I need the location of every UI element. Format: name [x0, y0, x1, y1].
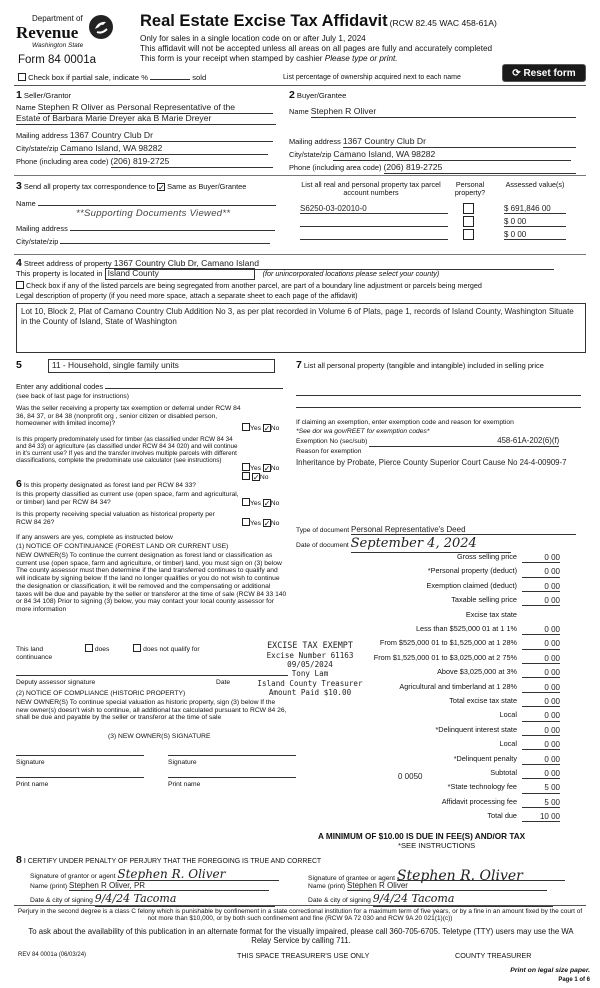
parcel-col3: Assessed value(s) — [505, 180, 565, 189]
boundary-checkbox[interactable] — [16, 281, 24, 289]
seller-name-2[interactable]: Estate of Barbara Marie Dreyer aka B Marie Dreyer — [16, 114, 276, 125]
s7-heading-row — [296, 359, 584, 371]
s7-heading: List all personal property (tangible and intangible) included in selling price — [303, 361, 544, 370]
seller-phone-row — [16, 157, 276, 168]
notice1-title: (1) NOTICE OF CONTINUANCE (FOREST LAND OR CURRENT USE) — [16, 543, 229, 550]
buyer-mailing-row — [289, 137, 576, 148]
tax-rows — [296, 553, 582, 839]
seller-name-label: Name — [16, 103, 36, 112]
land-does-not: does not qualify for — [143, 646, 200, 653]
stamp-line5: Island County Treasurer — [257, 678, 363, 688]
alt-format-notice: To ask about the availability of this publication in an alternate format for the visually impaired, please call 360-705-6705. Teletype (TTY) users may use the WA Relay Service by calling 711. — [28, 927, 574, 945]
legal-description[interactable]: Lot 10, Block 2, Plat of Camano Country Club Addition No 3, as per plat recorded in Volume 6 of Plats, page 1, records of Island County, Washington Situate in the County of Island, State of Washington — [16, 303, 586, 353]
s5-q2-no[interactable]: ✓ — [263, 464, 271, 473]
rule-1 — [14, 175, 586, 176]
doc-date-label: Date of document — [296, 542, 349, 549]
rule-bottom — [14, 905, 586, 906]
see-back: (see back of last page for instructions) — [16, 393, 129, 400]
local-rate: 0 0050 — [398, 772, 423, 781]
doc-date[interactable]: September 4, 2024 — [351, 537, 511, 553]
seller-mailing[interactable]: 1367 Country Club Dr — [70, 131, 273, 142]
buyer-mailing-label: Mailing address — [289, 137, 341, 146]
owner-sig-label-1: Signature — [16, 759, 45, 766]
buyer-section — [289, 89, 585, 173]
page-number: Page 1 of 6 — [558, 977, 590, 983]
tax-row-label: From $525,000 01 to $1,525,000 at 1 28% — [379, 638, 517, 648]
top-rule — [14, 85, 586, 86]
tax-row-value[interactable]: 0 00 — [522, 668, 560, 678]
corr-name-label: Name — [16, 199, 36, 208]
parcel-col2: Personal property? — [454, 180, 486, 198]
tax-row-value[interactable]: 10 00 — [522, 812, 560, 822]
personal-property-line-2[interactable] — [296, 407, 581, 408]
exemption-no-label: Exemption No (sec/sub) — [296, 438, 368, 445]
buyer-mailing[interactable]: 1367 Country Club Dr — [343, 137, 576, 148]
grantee-name-label: Name (print) — [308, 883, 346, 890]
s5-question-2: Is this property predominately used for timber (as classified under RCW 84 34 and 84 33) or agriculture (as classified under RCW 84 34 020) and will continue in it's current use? If yes and the transfer involves multiple parcels with different classifications, complete the predominate use calculator (see instructions) — [16, 436, 238, 465]
tax-row-label: *Personal property (deduct) — [427, 566, 517, 576]
seller-phone[interactable]: (206) 819-2725 — [111, 157, 273, 168]
reset-icon: ⟳ — [512, 68, 521, 79]
sold-label: sold — [192, 73, 207, 82]
section7-no: 7 — [296, 359, 302, 371]
doc-type-label: Type of document — [296, 527, 350, 534]
partial-sale-pct[interactable] — [150, 79, 190, 80]
legal-paper-note: Print on legal size paper. — [510, 967, 590, 974]
s5-q1-answer: Yes ✓No — [242, 423, 279, 433]
notice1-body: NEW OWNER(S) To continue the current designation as forest land or classification as current use (open space, farm and agriculture, or timber) land, you must sign on (3) below The county assessor must then determine if the land transferred continues to qualify and will indicate by signing below If the land no longer qualifies or you do not wish to continue the designation or classification, it will be removed and the compensating or additional taxes will be due and payable by the seller or transferor at the time of sale (RCW 84 33 140 or 84 34 108) Prior to signing (3) below, you may contact your local county assessor for more information — [16, 552, 287, 613]
exemption-no[interactable]: 458-61A-202(6)(f) — [369, 437, 559, 447]
tax-row-value[interactable]: 0 00 — [522, 740, 560, 750]
corr-mailing-label: Mailing address — [16, 224, 68, 233]
parcel-1-value[interactable]: $ 691,846 00 — [504, 204, 566, 214]
section5-no: 5 — [16, 359, 22, 371]
doc-type[interactable]: Personal Representative's Deed — [351, 525, 576, 535]
tax-row-label: Taxable selling price — [451, 595, 517, 605]
tax-row-label: Exemption claimed (deduct) — [426, 580, 517, 590]
section8-no: 8 — [16, 854, 22, 866]
title-text: Real Estate Excise Tax Affidavit — [140, 12, 388, 30]
grantor-date-label: Date & city of signing — [30, 897, 93, 904]
corr-mailing-row — [16, 225, 275, 234]
located-label: This property is located in — [16, 269, 103, 278]
stamp-line3: 09/05/2024 — [287, 659, 333, 669]
s6-question-2: Is this property classified as current use (open space, farm and agricultural, or timber) land per RCW 84 34? — [16, 491, 239, 506]
seller-name-1[interactable]: Stephen R Oliver as Personal Representative of the — [38, 103, 273, 114]
property-section-no: 4 — [16, 257, 22, 269]
corr-city-label: City/state/zip — [16, 237, 59, 246]
buyer-phone-label: Phone (including area code) — [289, 163, 382, 172]
minimum-note: A MINIMUM OF $10.00 IS DUE IN FEE(S) AND/OR TAX — [318, 832, 526, 841]
deputy-signature-label: Deputy assessor signature — [16, 679, 96, 686]
corr-name-value: **Supporting Documents Viewed** — [76, 208, 231, 219]
land-does-checkbox[interactable] — [85, 644, 93, 652]
land-does-not-checkbox[interactable] — [133, 644, 141, 652]
s6-question-3: Is this property receiving special valuation as historical property per RCW 84 26? — [16, 511, 215, 526]
treasurer-use-only: THIS SPACE TREASURER'S USE ONLY — [237, 951, 370, 960]
parcel-3-value[interactable]: $ 0 00 — [504, 230, 566, 240]
parcel-3[interactable] — [300, 230, 448, 240]
s6-q1-row — [16, 478, 196, 490]
s5-q1-no[interactable]: ✓ — [263, 424, 271, 433]
s6-q1-answer: ✓No — [242, 472, 268, 482]
deputy-date-label: Date — [216, 679, 231, 686]
deputy-signature-line[interactable] — [16, 675, 288, 676]
stamp-line1: EXCISE TAX EXEMPT — [267, 640, 353, 650]
grantee-signature[interactable]: Stephen R. Oliver — [397, 868, 565, 881]
s5-q1-yes[interactable] — [242, 423, 250, 431]
new-owner-signature-heading: (3) NEW OWNER(S) SIGNATURE — [108, 733, 211, 740]
tax-row-value[interactable]: 0 00 — [522, 567, 560, 577]
partial-sale-row — [18, 73, 206, 83]
parcel-1[interactable]: S6250-03-02010-0 — [300, 204, 448, 214]
form-number: Form 84 0001a — [18, 54, 96, 66]
tax-row-value[interactable]: 0 00 — [522, 654, 560, 664]
tax-row-label: *Delinquent penalty — [453, 753, 517, 763]
buyer-name[interactable]: Stephen R Oliver — [311, 107, 576, 118]
s6-q3-yes[interactable] — [242, 518, 250, 526]
subtitle-3-italic: Please type or print. — [324, 54, 398, 63]
dor-logo — [14, 12, 134, 60]
grantor-date[interactable]: 9/4/24 Tacoma — [95, 893, 275, 907]
exemption-reason[interactable]: Inheritance by Probate, Pierce County Superior Court Cause No 24-4-00909-7 — [296, 458, 567, 467]
tax-row-label: Excise tax state — [465, 609, 517, 619]
grantor-name-row — [30, 881, 269, 891]
buyer-city-row — [289, 150, 571, 161]
tax-row-value[interactable]: 0 00 — [522, 755, 560, 765]
tax-row-label: Above $3,025,000 at 3% — [437, 667, 517, 677]
form-title — [140, 12, 497, 31]
notice2-title: (2) NOTICE OF COMPLIANCE (HISTORIC PROPERTY) — [16, 690, 186, 697]
legal-label: Legal description of property (if you need more space, attach a separate sheet to each page of the affidavit) — [16, 291, 358, 300]
owner-sig-label-2: Signature — [168, 759, 197, 766]
parcel-2[interactable] — [300, 217, 448, 227]
grantee-name-row — [308, 881, 547, 891]
s5-q2-yes[interactable] — [242, 463, 250, 471]
land-does: does — [94, 646, 110, 653]
tax-row-label: Gross selling price — [456, 552, 517, 561]
exemption-no-row — [296, 437, 559, 447]
corr-mailing-field[interactable] — [70, 230, 275, 231]
subtitle-2: This affidavit will not be accepted unless all areas on all pages are fully and accurately completed — [140, 44, 493, 53]
stamp-line6: Amount Paid $10.00 — [268, 688, 352, 698]
subtitle-3 — [140, 54, 398, 63]
tax-calculation — [296, 553, 582, 839]
dept-line3: Washington State — [32, 42, 84, 49]
exemption-see: *See dor wa gov/REET for exemption codes* — [296, 428, 430, 435]
grantee-date[interactable]: 9/4/24 Tacoma — [373, 893, 553, 907]
parcel-col1: List all real and personal property tax parcel account numbers — [301, 180, 441, 198]
ownership-note: List percentage of ownership acquired next to each name — [283, 74, 461, 81]
owner-print-label-1: Print name — [16, 781, 49, 788]
buyer-city[interactable]: Camano Island, WA 98282 — [333, 150, 571, 161]
tax-row-value[interactable]: 0 00 — [522, 726, 560, 736]
tax-row-value[interactable]: 0 00 — [522, 625, 560, 635]
s6-q2-no[interactable]: ✓ — [263, 499, 271, 508]
reset-form-button[interactable] — [502, 64, 586, 82]
rule-2 — [14, 254, 586, 255]
boundary-row — [16, 281, 482, 290]
grantor-signature[interactable]: Stephen R. Oliver — [117, 868, 279, 881]
boundary-label: Check box if any of the listed parcels are being segregated from another parcel, are part of a boundary line adjustment or parcels being merged — [26, 281, 482, 290]
tax-row-label: From $1,525,000 01 to $3,025,000 at 2 75% — [373, 652, 517, 662]
tax-row-value[interactable]: 5 00 — [522, 798, 560, 808]
tax-row-value[interactable]: 0 00 — [522, 683, 560, 693]
seller-city-label: City/state/zip — [16, 144, 59, 153]
parcel-table — [300, 181, 585, 247]
continuance-label: continuance — [16, 654, 53, 661]
stamp-line4: Tony Lam — [291, 669, 329, 679]
property-street-label: Street address of property — [23, 259, 112, 268]
owner-print-1[interactable] — [16, 777, 144, 778]
corr-city-field[interactable] — [60, 243, 270, 244]
notice2-body: NEW OWNER(S) To continue special valuation as historic property, sign (3) below If the new owner(s) doesn't wish to continue, all additional tax calculated pursuant to RCW 84 26, shall be due and payable by the seller or transferor at the time of sale — [16, 699, 287, 722]
tax-row-label: Agricultural and timberland at 1 28% — [399, 681, 517, 691]
same-as-buyer-checkbox[interactable]: ✓ — [158, 183, 165, 192]
tax-row-label: Affidavit processing fee — [441, 796, 517, 806]
tax-row-value[interactable]: 0 00 — [522, 596, 560, 606]
land-label: This land — [16, 646, 44, 653]
grantor-name-label: Name (print) — [30, 883, 68, 890]
tax-row-label: Total due — [487, 811, 517, 821]
certify-text: I CERTIFY UNDER PENALTY OF PERJURY THAT THE FOREGOING IS TRUE AND CORRECT — [23, 858, 322, 865]
seller-section — [16, 89, 284, 173]
tax-row-label: Local — [499, 710, 517, 720]
doc-type-row — [296, 525, 576, 535]
seller-city[interactable]: Camano Island, WA 98282 — [60, 144, 268, 155]
seller-city-row — [16, 144, 276, 155]
property-located-row — [16, 268, 439, 280]
correspondence-section — [16, 180, 284, 252]
parcel-2-value[interactable]: $ 0 00 — [504, 217, 566, 227]
subtitle-3-text: This form is your receipt when stamped by cashier — [140, 54, 323, 63]
owner-print-label-2: Print name — [168, 781, 201, 788]
buyer-city-label: City/state/zip — [289, 150, 332, 159]
seller-mailing-row — [16, 131, 276, 142]
s6-q2-answer: Yes ✓No — [242, 498, 279, 508]
buyer-phone[interactable]: (206) 819-2725 — [384, 163, 576, 174]
subtitle-1: Only for sales in a single location code on or after July 1, 2024 — [140, 34, 366, 43]
use-code-select[interactable]: 11 - Household, single family units — [48, 359, 275, 373]
grantor-sig-label: Signature of grantor or agent — [30, 873, 116, 880]
s6-question-1: Is this property designated as forest land per RCW 84 33? — [23, 482, 197, 489]
county-select[interactable]: Island County — [105, 268, 255, 280]
property-street[interactable]: 1367 Country Club Dr, Camano Island — [114, 259, 554, 270]
buyer-name-row — [289, 107, 576, 118]
buyer-name-label: Name — [289, 107, 309, 116]
exemption-text: If claiming an exemption, enter exemption code and reason for exemption — [296, 419, 514, 426]
grantee-sig-label: Signature of grantee or agent — [308, 875, 395, 882]
county-treasurer: COUNTY TREASURER — [455, 951, 532, 960]
section5 — [16, 357, 291, 475]
partial-sale-label: Check box if partial sale, indicate % — [28, 73, 148, 82]
owner-signature-2[interactable] — [168, 755, 296, 756]
s6-q3-no[interactable]: ✓ — [263, 519, 271, 528]
certify-row — [16, 854, 321, 866]
seller-phone-label: Phone (including area code) — [16, 157, 109, 166]
section7 — [296, 357, 586, 517]
s5-q2-answer: Yes ✓No — [242, 463, 279, 473]
see-instructions: *SEE INSTRUCTIONS — [398, 841, 476, 850]
s6-q2-yes[interactable] — [242, 498, 250, 506]
tax-row-label: Subtotal — [490, 768, 517, 777]
grantee-name[interactable]: Stephen R Oliver — [347, 881, 547, 891]
s6-q3-answer: Yes ✓No — [242, 518, 279, 528]
tax-row-value[interactable]: 0 00 — [522, 769, 560, 779]
owner-print-2[interactable] — [168, 777, 296, 778]
buyer-heading: 2 Buyer/Grantee — [289, 89, 347, 101]
wa-state-icon — [88, 14, 114, 40]
correspondence-heading: 3 Send all property tax correspondence to ✓ Same as Buyer/Grantee — [16, 180, 247, 192]
s6-q1-no[interactable]: ✓ — [252, 473, 260, 482]
additional-codes-field[interactable] — [105, 388, 283, 389]
grantor-name[interactable]: Stephen R Oliver, PR — [69, 881, 269, 891]
seller-heading: 1 Seller/Grantor — [16, 89, 72, 101]
s5-question-1: Was the seller receiving a property tax exemption or deferral under RCW 84 36, 84 37, or 84 38 (nonprofit org , senior citizen or disabled person, homeowner with limited income)? — [16, 405, 241, 427]
buyer-phone-row — [289, 163, 576, 174]
rev-number: REV 84 0001a (06/03/24) — [18, 952, 87, 958]
s6-instructions: If any answers are yes, complete as instructed below — [16, 534, 173, 541]
reason-label: Reason for exemption — [296, 448, 362, 455]
dept-line2: Revenue — [16, 23, 79, 42]
dept-line1: Department of — [32, 14, 83, 23]
tax-row-value[interactable]: 5 00 — [522, 783, 560, 793]
section6-no: 6 — [16, 478, 22, 490]
grantor-sig-row — [30, 868, 279, 881]
parcel-3-personal[interactable] — [463, 229, 474, 240]
additional-codes-label: Enter any additional codes — [16, 382, 104, 391]
reset-label: Reset form — [523, 68, 576, 79]
doc-date-row — [296, 537, 511, 553]
corr-city-row — [16, 238, 270, 247]
section8 — [16, 854, 588, 904]
tax-row-label: Less than $525,000 01 at 1 1% — [415, 624, 517, 633]
stamp-line2: Excise Number 61163 — [266, 650, 354, 660]
tax-row-label: *Delinquent interest state — [435, 724, 517, 734]
s6-q1-yes[interactable] — [242, 472, 250, 480]
grantee-date-label: Date & city of signing — [308, 897, 371, 904]
tax-row-value[interactable]: 0 00 — [522, 697, 560, 707]
tax-row-value[interactable]: 0 00 — [522, 582, 560, 592]
tax-row-label: Local — [499, 739, 517, 749]
corr-name-field[interactable] — [38, 205, 276, 206]
use-code-row — [16, 359, 275, 373]
rcw-ref: (RCW 82.45 WAC 458-61A) — [389, 18, 497, 28]
tax-row-label: *State technology fee — [447, 782, 517, 792]
county-note: (for unincorporated locations please select your county) — [262, 269, 440, 278]
tax-row-value[interactable]: 0 00 — [522, 553, 560, 563]
parcel-1-personal[interactable] — [463, 203, 474, 214]
parcel-2-personal[interactable] — [463, 216, 474, 227]
perjury-notice: Perjury in the second degree is a class C felony which is punishable by confinement in a state correctional institution for a maximum term of five years, or by a fine in an amount fixed by the court of not more than $10,000, or by both such confinement and fine (RCW 9A 72 030 and RCW 9A 20 021(1)(c)) — [17, 908, 583, 923]
tax-row-value[interactable]: 0 00 — [522, 639, 560, 649]
seller-mailing-label: Mailing address — [16, 131, 68, 140]
personal-property-line-1[interactable] — [296, 395, 581, 396]
owner-signature-1[interactable] — [16, 755, 144, 756]
tax-row-label: Total excise tax state — [449, 696, 517, 705]
partial-sale-checkbox[interactable] — [18, 73, 26, 81]
additional-codes-row — [16, 383, 283, 392]
tax-row-value[interactable]: 0 00 — [522, 711, 560, 721]
